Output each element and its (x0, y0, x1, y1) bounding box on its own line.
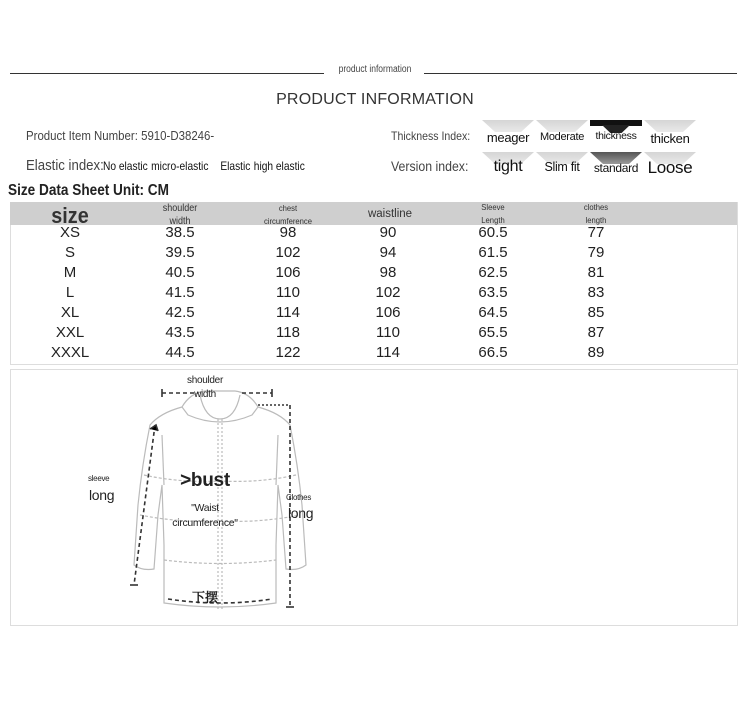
elastic-options (103, 159, 317, 173)
header-shoulder: shoulder width (162, 203, 198, 227)
label-bust: >bust (180, 470, 230, 491)
table-row (10, 324, 736, 344)
cell-sleeve: 64.5 (478, 304, 508, 321)
table-row (10, 224, 736, 244)
table-row (10, 264, 736, 284)
cell-shoulder: 39.5 (165, 244, 195, 261)
cell-length: 89 (587, 344, 605, 361)
cell-shoulder: 44.5 (165, 344, 195, 361)
cell-chest: 122 (275, 344, 301, 361)
cell-chest: 110 (276, 284, 300, 301)
chip-label: thickness (595, 130, 637, 142)
version-option-tight (482, 152, 534, 182)
label-waist-circumference: "Waist circumference" (172, 502, 238, 529)
elastic-option: micro-elastic (151, 159, 209, 173)
cell-waist: 102 (375, 284, 401, 301)
cell-shoulder: 42.5 (165, 304, 195, 321)
chip-label: Slim fit (544, 160, 580, 174)
header-size: size (51, 203, 89, 228)
table-row (10, 284, 736, 304)
cell-length: 77 (587, 224, 605, 241)
cell-waist: 90 (379, 224, 397, 241)
table-row (10, 304, 736, 324)
header-sleeve: Sleeve Length (481, 202, 505, 225)
header-clothes-length: clothes length (583, 202, 609, 225)
cell-size: S (64, 244, 75, 261)
label-sleeve-long: sleeve long (88, 474, 115, 503)
cell-waist: 106 (375, 304, 401, 321)
thickness-index-label: Thickness Index: (391, 129, 471, 143)
item-number: Product Item Number: 5910-D38246- (26, 128, 215, 143)
cell-waist: 110 (376, 324, 400, 341)
chip-label: Moderate (539, 131, 585, 143)
version-option-slim-fit (536, 152, 588, 182)
version-option-loose (644, 152, 696, 182)
cell-size: M (63, 264, 77, 281)
thickness-option-thickness-selected (590, 120, 642, 150)
cell-size: XXL (55, 324, 85, 341)
label-hem: 下摆 (191, 590, 218, 605)
elastic-index-label: Elastic index: (26, 157, 104, 174)
cell-sleeve: 63.5 (478, 284, 508, 301)
cell-chest: 106 (275, 264, 301, 281)
cell-shoulder: 40.5 (165, 264, 195, 281)
size-sheet-unit-label: Size Data Sheet Unit: CM (8, 182, 169, 199)
elastic-option: Elastic (220, 159, 251, 173)
chip-label: meager (486, 130, 530, 145)
cell-shoulder: 41.5 (165, 284, 195, 301)
label-clothes-long: Clothes long (286, 493, 314, 521)
cell-size: XXXL (50, 344, 90, 361)
cell-chest: 102 (275, 244, 301, 261)
cell-length: 83 (587, 284, 605, 301)
size-table-header (10, 202, 737, 228)
cell-sleeve: 61.5 (478, 244, 508, 261)
table-row (10, 244, 736, 264)
divider-line-left (10, 73, 324, 74)
chip-label: thicken (650, 131, 690, 146)
cell-sleeve: 60.5 (478, 224, 508, 241)
version-option-standard-selected (590, 152, 642, 182)
thickness-option-moderate (536, 120, 588, 150)
table-row (10, 344, 736, 364)
cell-chest: 114 (276, 304, 300, 321)
divider-title: product information (338, 64, 412, 75)
cell-sleeve: 66.5 (478, 344, 508, 361)
cell-length: 81 (587, 264, 605, 281)
cell-shoulder: 43.5 (165, 324, 195, 341)
thickness-option-thicken (644, 120, 696, 150)
version-index-label: Version index: (391, 158, 469, 174)
cell-sleeve: 62.5 (478, 264, 508, 281)
header-chest: chest circumference (263, 203, 313, 226)
cell-sleeve: 65.5 (478, 324, 508, 341)
cell-chest: 98 (279, 224, 297, 241)
page-title: PRODUCT INFORMATION (276, 91, 474, 108)
cell-chest: 118 (276, 324, 300, 341)
cell-length: 79 (587, 244, 605, 261)
cell-size: XL (60, 304, 80, 321)
chip-label: standard (593, 161, 639, 175)
cell-waist: 98 (379, 264, 397, 281)
cell-length: 87 (587, 324, 605, 341)
thickness-option-meager (482, 120, 534, 150)
header-waistline: waistline (367, 208, 413, 220)
elastic-option: high elastic (253, 159, 305, 173)
chip-label: tight (493, 158, 523, 175)
elastic-option: No elastic (103, 159, 148, 173)
cell-waist: 94 (379, 244, 397, 261)
cell-length: 85 (587, 304, 605, 321)
cell-size: L (65, 284, 75, 301)
divider-line-right (424, 73, 737, 74)
label-shoulder-width: shoulder width (187, 375, 223, 400)
cell-size: XS (59, 224, 80, 241)
cell-waist: 114 (376, 344, 400, 361)
chip-label: Loose (647, 158, 693, 177)
cell-shoulder: 38.5 (165, 224, 195, 241)
